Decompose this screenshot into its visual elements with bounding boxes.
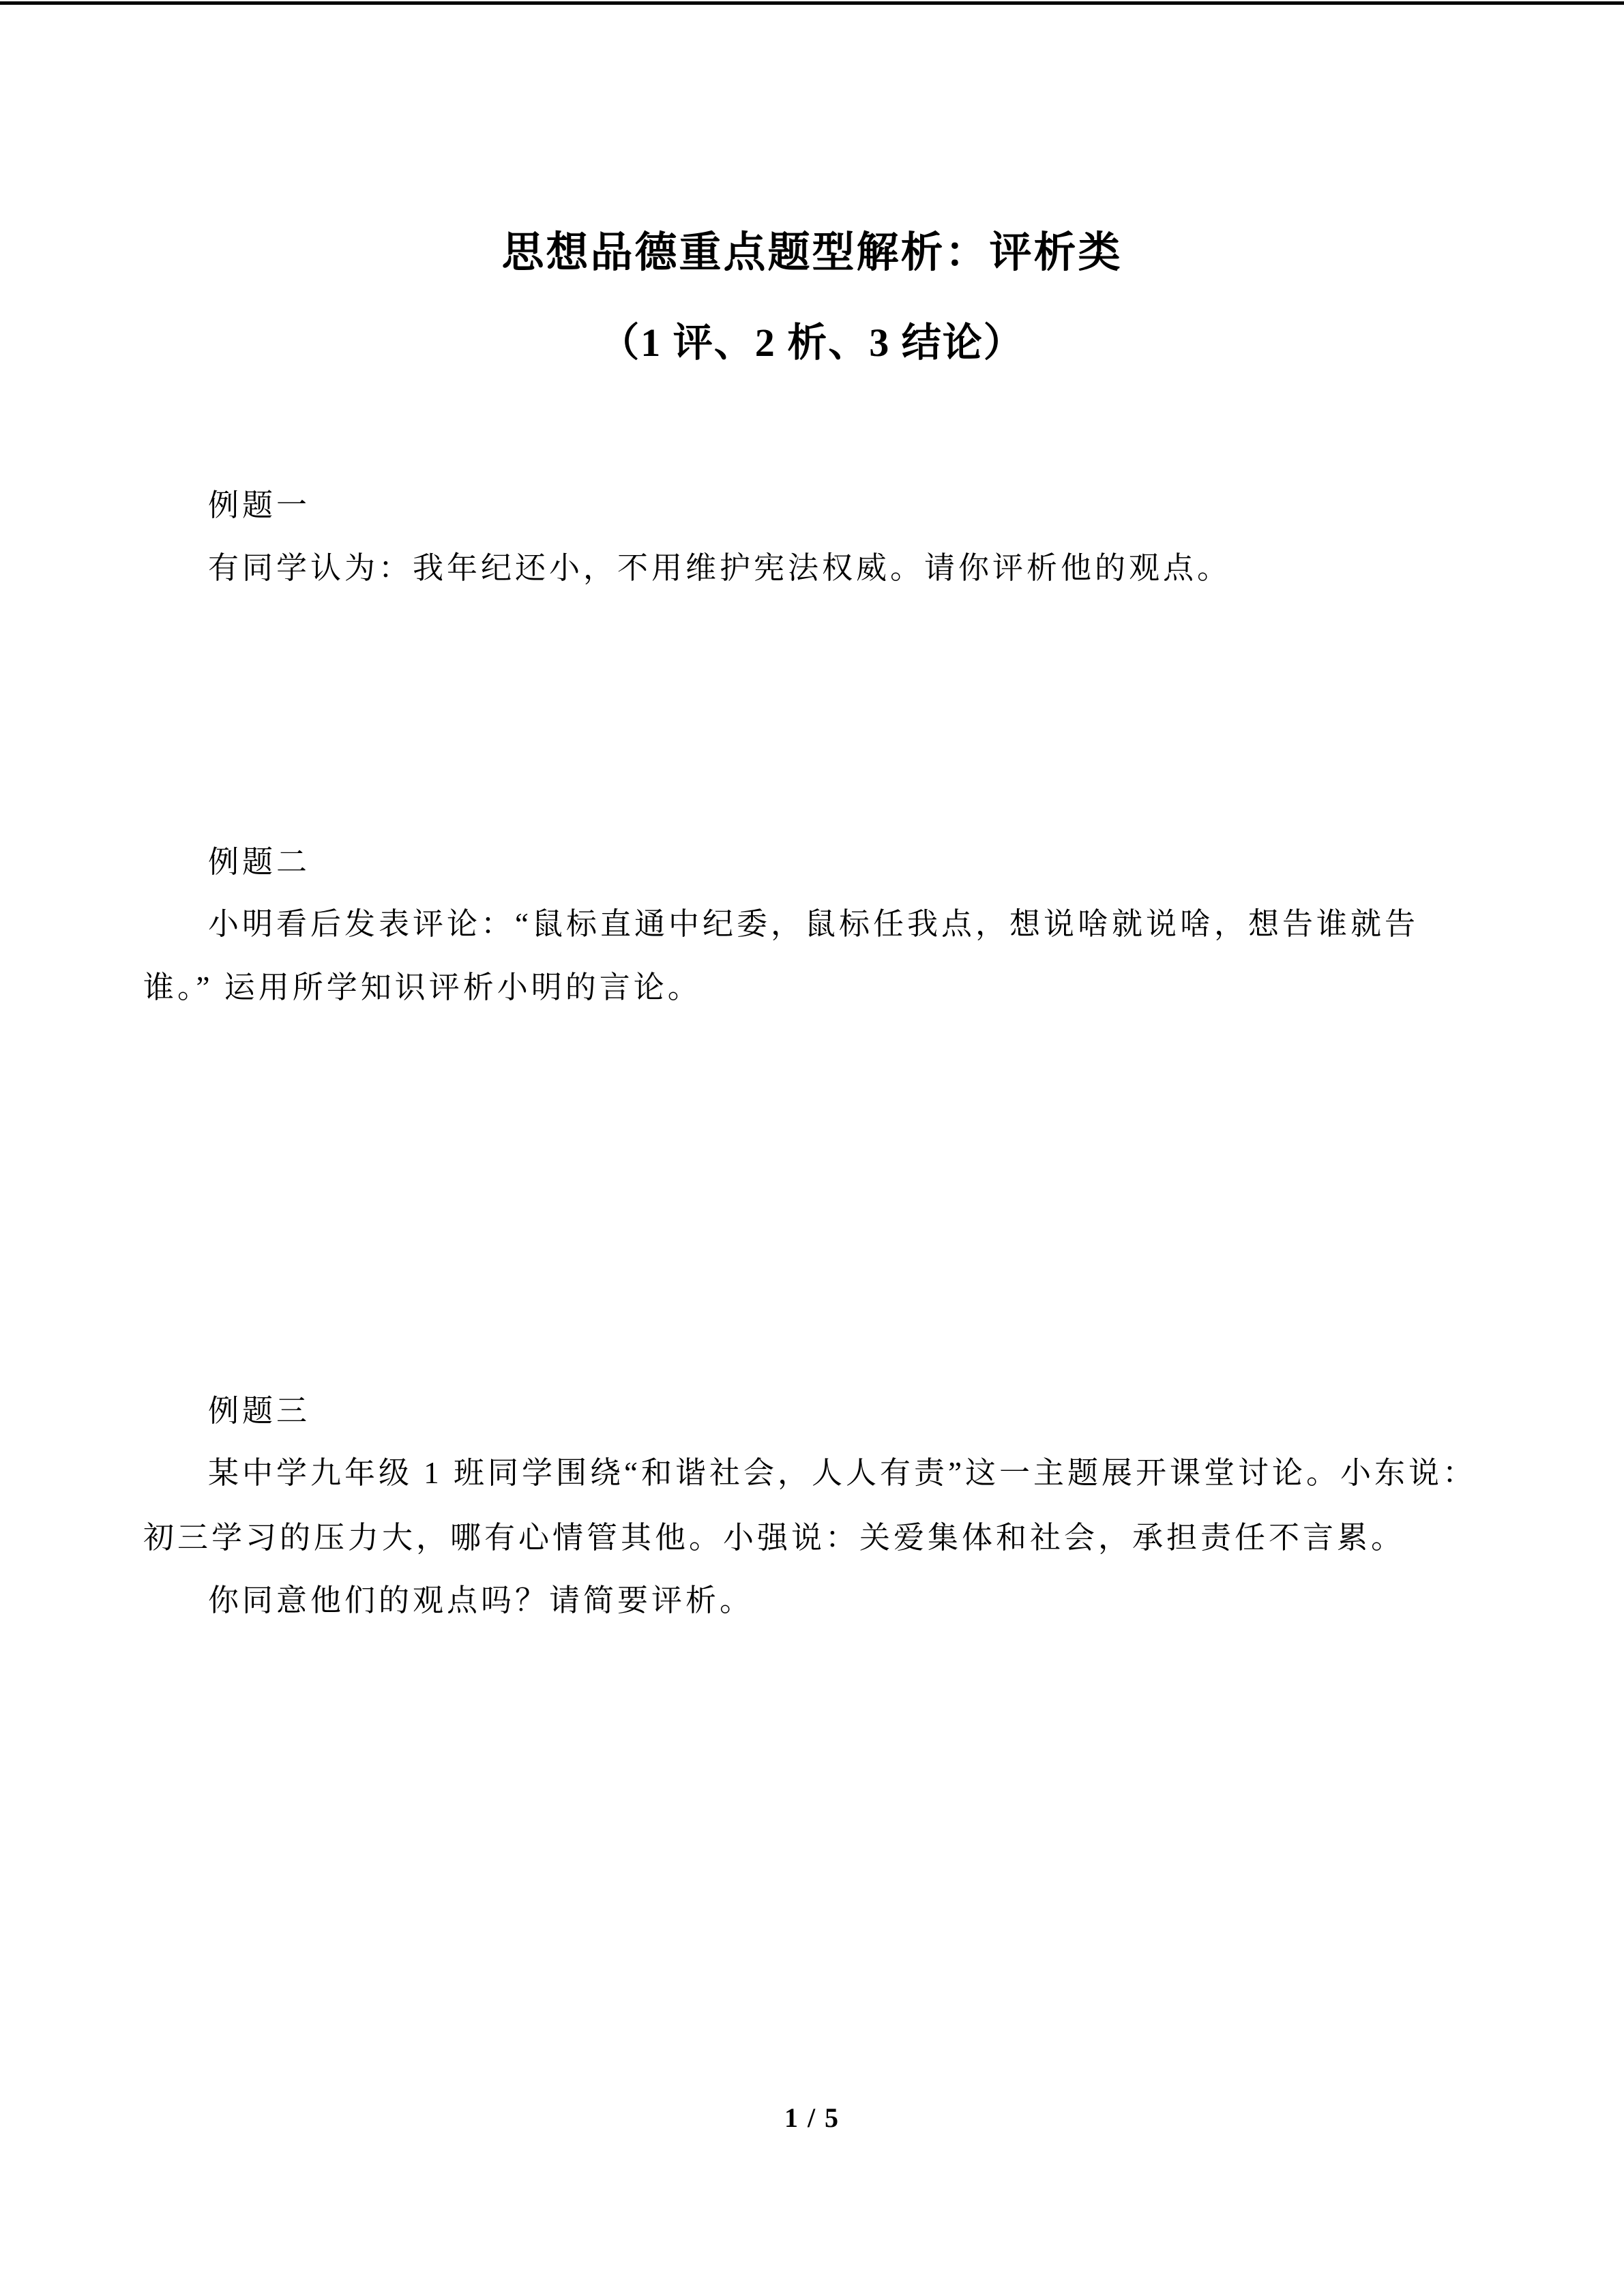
section-2-line-2: 谁。” 运用所学知识评析小明的言论。 bbox=[143, 970, 702, 1004]
section-2-label: 例题二 bbox=[208, 845, 311, 879]
page-top-border bbox=[0, 1, 1624, 5]
document-title: 思想品德重点题型解析：评析类 bbox=[501, 230, 1123, 276]
page-number: 1 / 5 bbox=[784, 2102, 840, 2133]
section-1-line-1: 有同学认为：我年纪还小，不用维护宪法权威。请你评析他的观点。 bbox=[208, 551, 1232, 585]
section-3-label: 例题三 bbox=[208, 1394, 311, 1428]
section-1-label: 例题一 bbox=[208, 488, 311, 522]
section-3-line-3: 你同意他们的观点吗？请简要评析。 bbox=[208, 1583, 754, 1617]
section-3-line-2: 初三学习的压力大，哪有心情管其他。小强说：关爱集体和社会，承担责任不言累。 bbox=[143, 1521, 1406, 1555]
document-subtitle: （1 评、2 析、3 结论） bbox=[600, 320, 1024, 365]
section-3-line-1: 某中学九年级 1 班同学围绕“和谐社会，人人有责”这一主题展开课堂讨论。小东说： bbox=[208, 1456, 1477, 1490]
section-2-line-1: 小明看后发表评论：“鼠标直通中纪委，鼠标任我点，想说啥就说啥，想告谁就告 bbox=[208, 907, 1419, 941]
